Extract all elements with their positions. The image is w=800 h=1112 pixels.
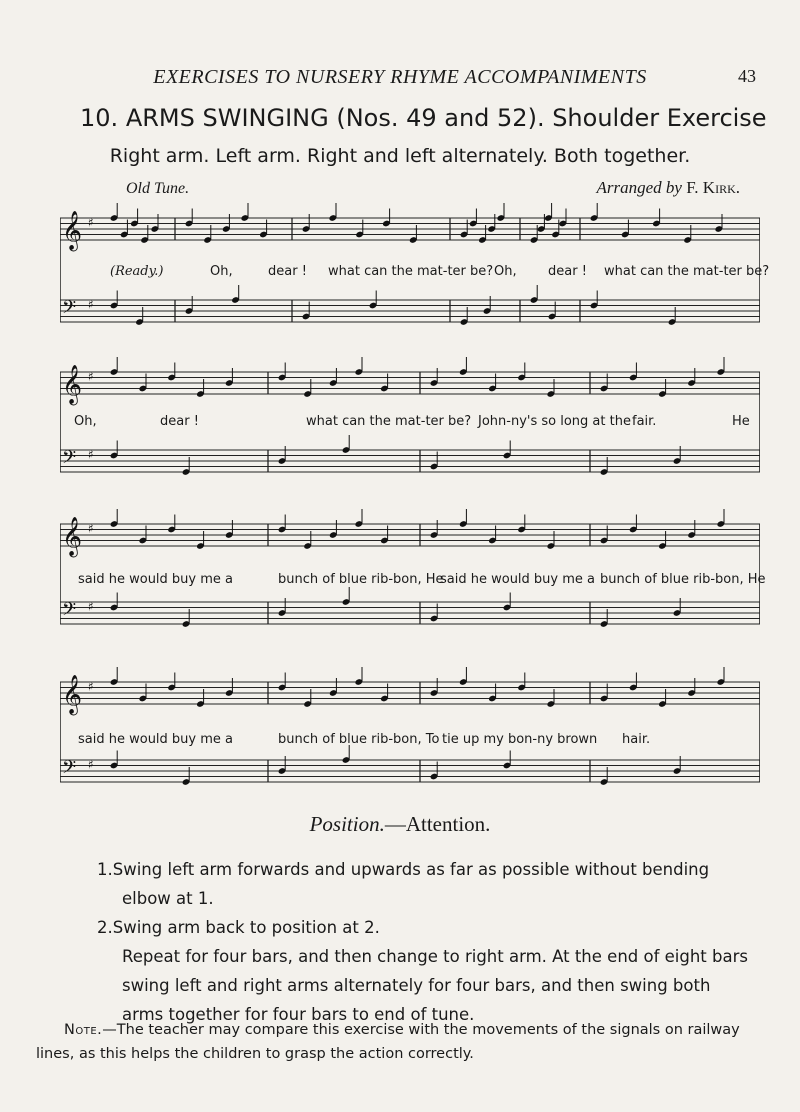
instruction-number: 1.	[97, 860, 113, 879]
sharp-icon: ♯	[88, 757, 94, 772]
lyric: what can the mat-ter be?	[306, 414, 472, 429]
arranger-credit	[596, 178, 740, 198]
lyric: dear !	[160, 414, 199, 429]
sharp-icon: ♯	[88, 521, 94, 536]
instruction-item	[60, 855, 754, 913]
lyrics-line-4	[60, 732, 760, 754]
treble-clef-icon: 𝄞	[62, 516, 83, 557]
position-value: —Attention.	[384, 812, 491, 836]
treble-clef-icon: 𝄞	[62, 674, 83, 715]
lyric: what can the mat-ter be?	[604, 264, 770, 279]
music-system-3	[60, 506, 766, 656]
sharp-icon: ♯	[88, 297, 94, 312]
lyric: John-ny's so long at the	[478, 414, 631, 429]
lyric: fair.	[632, 414, 657, 429]
exercise-number: 10.	[80, 104, 119, 132]
lyrics-line-3	[60, 572, 766, 594]
sharp-icon: ♯	[88, 215, 94, 230]
note-text: —The teacher may compare this exercise with the movements of the signals on railway lines, as this helps the children to grasp the action correctly.	[36, 1022, 740, 1062]
lyric: hair.	[622, 732, 651, 747]
lyric: said he would buy me a	[440, 572, 596, 587]
treble-clef-icon: 𝄞	[62, 210, 83, 251]
lyric: said he would buy me a	[78, 572, 234, 587]
instruction-number: 2.	[97, 918, 113, 937]
bass-clef-icon: 𝄢	[62, 447, 77, 473]
lyric: (Ready.)	[110, 264, 164, 279]
lyrics-line-1	[60, 264, 770, 286]
lyric: He	[732, 414, 750, 429]
music-system-1	[60, 200, 770, 370]
sharp-icon: ♯	[88, 369, 94, 384]
lyric: bunch of blue rib-bon, To	[278, 732, 440, 747]
position-heading	[0, 812, 800, 837]
sharp-icon: ♯	[88, 679, 94, 694]
lyric: bunch of blue rib-bon, He	[278, 572, 444, 587]
lyric: dear !	[268, 264, 307, 279]
running-title: EXERCISES TO NURSERY RHYME ACCOMPANIMENTS	[153, 66, 647, 88]
music-system-4	[60, 664, 760, 814]
arranged-by-label: Arranged by	[596, 178, 682, 197]
lyric: said he would buy me a	[78, 732, 234, 747]
tune-name: Old Tune.	[126, 180, 190, 197]
music-system-2	[60, 354, 760, 504]
teacher-note	[36, 1018, 766, 1066]
lyrics-line-2	[60, 414, 760, 436]
lyric: Oh,	[210, 264, 233, 279]
bass-clef-icon: 𝄢	[62, 297, 77, 323]
lyric: bunch of blue rib-bon, He	[600, 572, 766, 587]
position-label: Position.	[309, 812, 385, 836]
bass-clef-icon: 𝄢	[62, 599, 77, 625]
instructions	[60, 855, 754, 1029]
lyric: Oh,	[74, 414, 97, 429]
instruction-text: Swing arm back to position at 2.	[112, 918, 380, 937]
exercise-title	[80, 104, 767, 132]
lyric: Oh,	[494, 264, 517, 279]
lyric: dear !	[548, 264, 587, 279]
instruction-text: Swing left arm forwards and upwards as far as possible without bending elbow at 1.	[112, 860, 710, 908]
instruction-item	[60, 913, 754, 942]
sharp-icon: ♯	[88, 599, 94, 614]
treble-clef-icon: 𝄞	[62, 364, 83, 405]
exercise-title-text: ARMS SWINGING (Nos. 49 and 52). Shoulder Exercise	[125, 104, 767, 132]
instruction-paragraph: Repeat for four bars, and then change to right arm. At the end of eight bars swing left and right arms alternately for four bars, and then swing both arms together for four bars to end of tune.	[122, 947, 748, 1024]
lyric: tie up my bon-ny brown	[442, 732, 598, 747]
note-label: Note.	[64, 1022, 103, 1038]
bass-clef-icon: 𝄢	[62, 757, 77, 783]
arranger-name: F. Kirk.	[686, 178, 740, 197]
page-number: 43	[738, 66, 756, 86]
lyric: what can the mat-ter be?	[328, 264, 494, 279]
sharp-icon: ♯	[88, 447, 94, 462]
exercise-subtitle: Right arm. Left arm. Right and left alternately. Both together.	[109, 145, 691, 167]
